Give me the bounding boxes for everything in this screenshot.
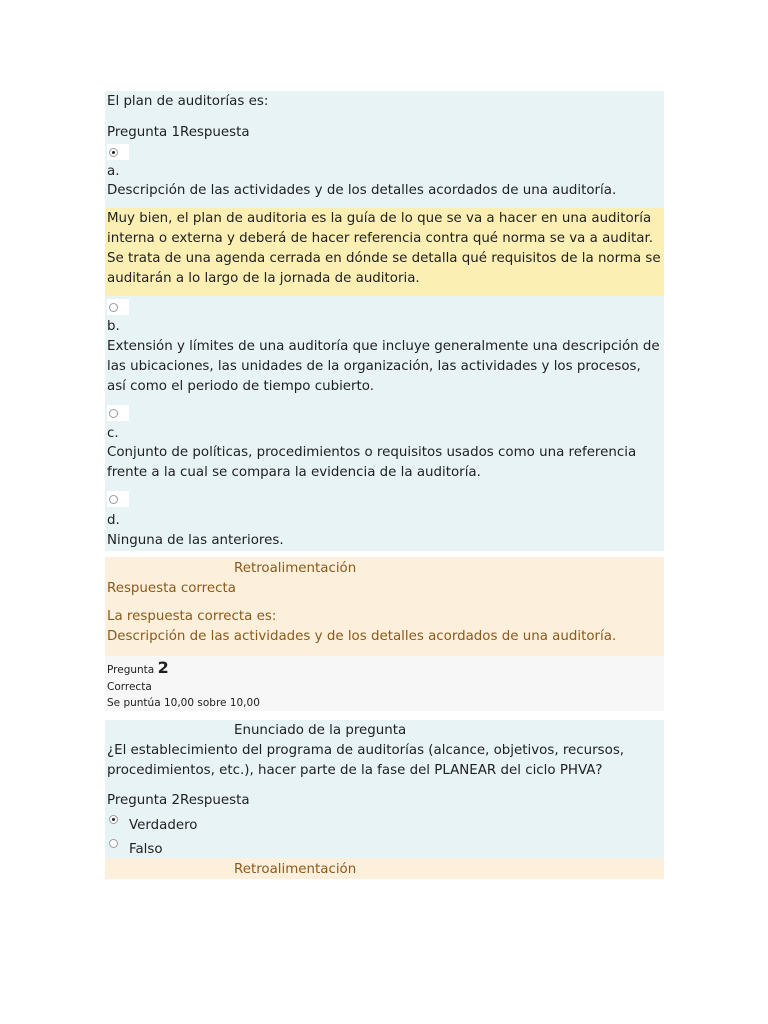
q1-answer-header: Pregunta 1Respuesta — [107, 125, 250, 140]
q1-option-c-text[interactable]: Conjunto de políticas, procedimientos o requisitos usados como una referencia frente a la cual se compara la evidencia de la auditoría. — [107, 445, 637, 480]
q2-feedback-heading: Retroalimentación — [234, 862, 357, 877]
q2-answer-header: Pregunta 2Respuesta — [107, 793, 250, 808]
q1-specific-feedback-text: Muy bien, el plan de auditoria es la guía de lo que se va a hacer en una auditoría interna o externa y deberá de hacer referencia contra qué norma se va a auditar. Se trata de una agenda cerrada en dónde se detalla qué requisitos de la norma se auditarán a lo largo de la jornada de auditoria. — [107, 211, 661, 286]
q2-grade: Se puntúa 10,00 sobre 10,00 — [107, 697, 260, 709]
q1-feedback-correct-label: La respuesta correcta es: — [107, 609, 277, 624]
q2-number-line — [107, 660, 169, 678]
q1-option-d-radio[interactable] — [109, 495, 118, 504]
q2-option-false-radio[interactable] — [109, 839, 118, 848]
q2-stem: ¿El establecimiento del programa de auditorías (alcance, objetivos, recursos, procedimientos, etc.), hacer parte de la fase del PLANEAR del ciclo PHVA? — [107, 743, 625, 778]
q2-option-true-radio[interactable] — [109, 815, 118, 824]
q1-option-a-letter: a. — [107, 164, 120, 179]
q2-statement-heading: Enunciado de la pregunta — [234, 723, 407, 738]
q1-option-c-letter: c. — [107, 426, 119, 441]
q1-option-b-text[interactable]: Extensión y límites de una auditoría que incluye generalmente una descripción de las ubicaciones, las unidades de la organización, las actividades y los procesos, así como el periodo de tiempo cubierto. — [107, 339, 660, 394]
q1-feedback-heading: Retroalimentación — [234, 561, 357, 576]
q1-option-a-radio[interactable] — [109, 148, 118, 157]
q2-label: Pregunta — [107, 664, 155, 676]
q1-option-d-text[interactable]: Ninguna de las anteriores. — [107, 533, 284, 548]
q1-option-b-radio[interactable] — [109, 303, 118, 312]
q1-option-a-text[interactable]: Descripción de las actividades y de los detalles acordados de una auditoría. — [107, 183, 617, 198]
q1-option-c-radio[interactable] — [109, 409, 118, 418]
q1-feedback-correct-answer: Descripción de las actividades y de los detalles acordados de una auditoría. — [107, 629, 617, 644]
q1-specific-feedback — [105, 208, 664, 296]
q1-feedback-result: Respuesta correcta — [107, 581, 236, 596]
q2-general-feedback — [105, 858, 664, 879]
q2-option-false-text[interactable]: Falso — [129, 842, 163, 857]
q2-option-true-text[interactable]: Verdadero — [129, 818, 198, 833]
q1-option-b-letter: b. — [107, 319, 120, 334]
q1-stem: El plan de auditorías es: — [107, 94, 269, 109]
q1-option-d-letter: d. — [107, 513, 120, 528]
q2-state: Correcta — [107, 681, 152, 693]
q2-number: 2 — [157, 658, 169, 677]
